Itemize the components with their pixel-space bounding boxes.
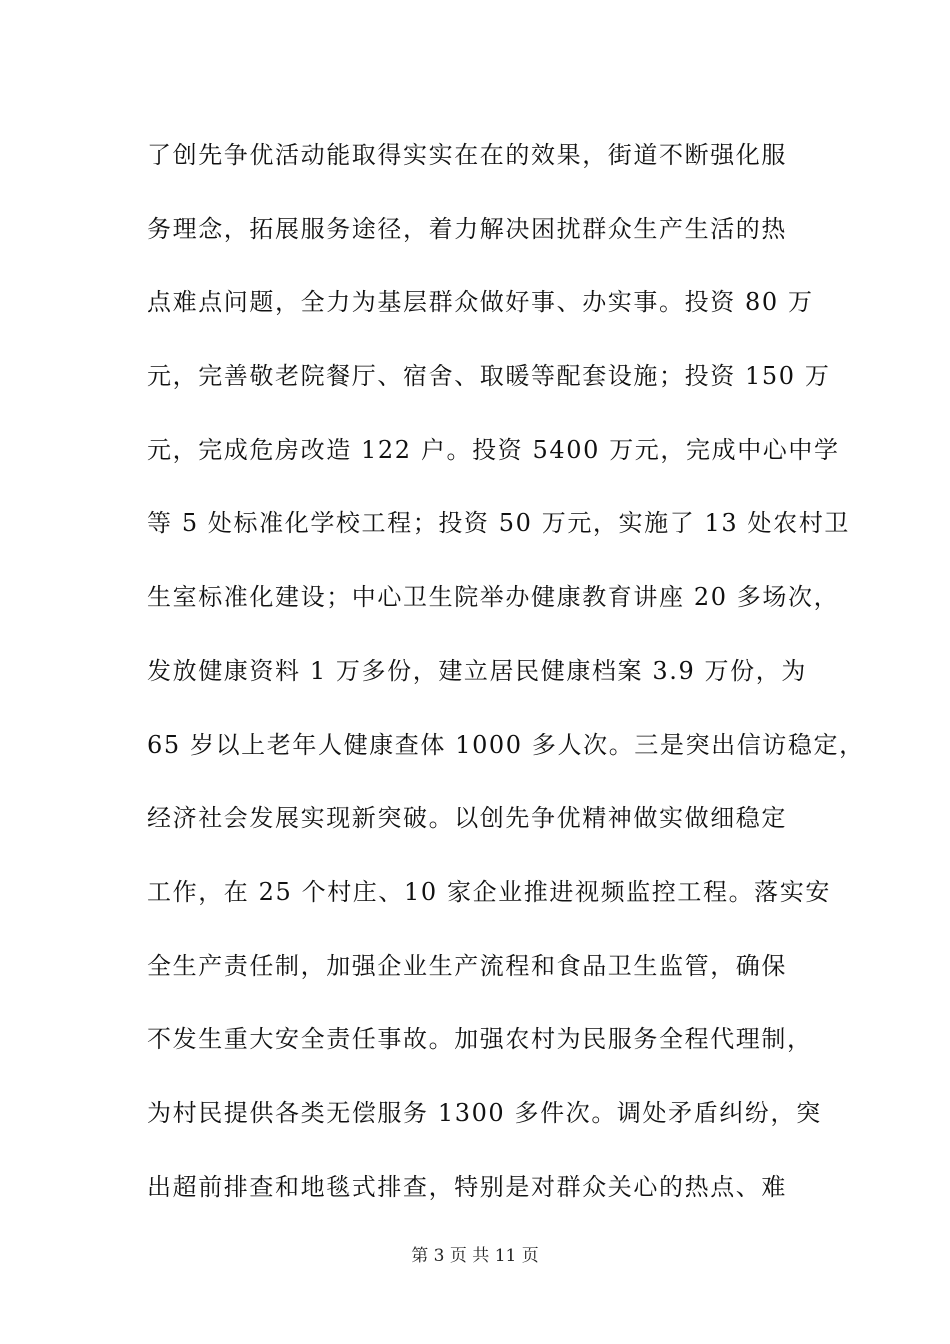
text-line: 生室标准化建设；中心卫生院举办健康教育讲座 20 多场次， [147,583,840,612]
text-line: 65 岁以上老年人健康查体 1000 多人次。三是突出信访稳定， [147,730,865,759]
text-line: 经济社会发展实现新突破。以创先争优精神做实做细稳定 [147,804,787,833]
text-line: 元，完善敬老院餐厅、宿舍、取暖等配套设施；投资 150 万 [147,362,831,391]
page-number-footer: 第 3 页 共 11 页 [411,1246,539,1266]
text-line: 等 5 处标准化学校工程；投资 50 万元，实施了 13 处农村卫 [147,509,850,538]
text-line: 了创先争优活动能取得实实在在的效果，街道不断强化服 [147,141,787,169]
text-line: 全生产责任制，加强企业生产流程和食品卫生监管，确保 [147,951,787,980]
text-line: 务理念，拓展服务途径，着力解决困扰群众生产生活的热 [147,214,787,243]
body-text [147,132,865,1237]
text-line: 不发生重大安全责任事故。加强农村为民服务全程代理制， [147,1025,813,1054]
text-line: 发放健康资料 1 万多份，建立居民健康档案 3.9 万份，为 [147,656,807,685]
text-line: 工作，在 25 个村庄、10 家企业推进视频监控工程。落实安 [147,877,831,906]
text-line: 元，完成危房改造 122 户。投资 5400 万元，完成中心中学 [147,435,840,464]
text-line: 出超前排查和地毯式排查，特别是对群众关心的热点、难 [147,1172,787,1201]
text-line: 点难点问题，全力为基层群众做好事、办实事。投资 80 万 [147,288,814,317]
text-line: 为村民提供各类无偿服务 1300 多件次。调处矛盾纠纷，突 [147,1098,822,1127]
